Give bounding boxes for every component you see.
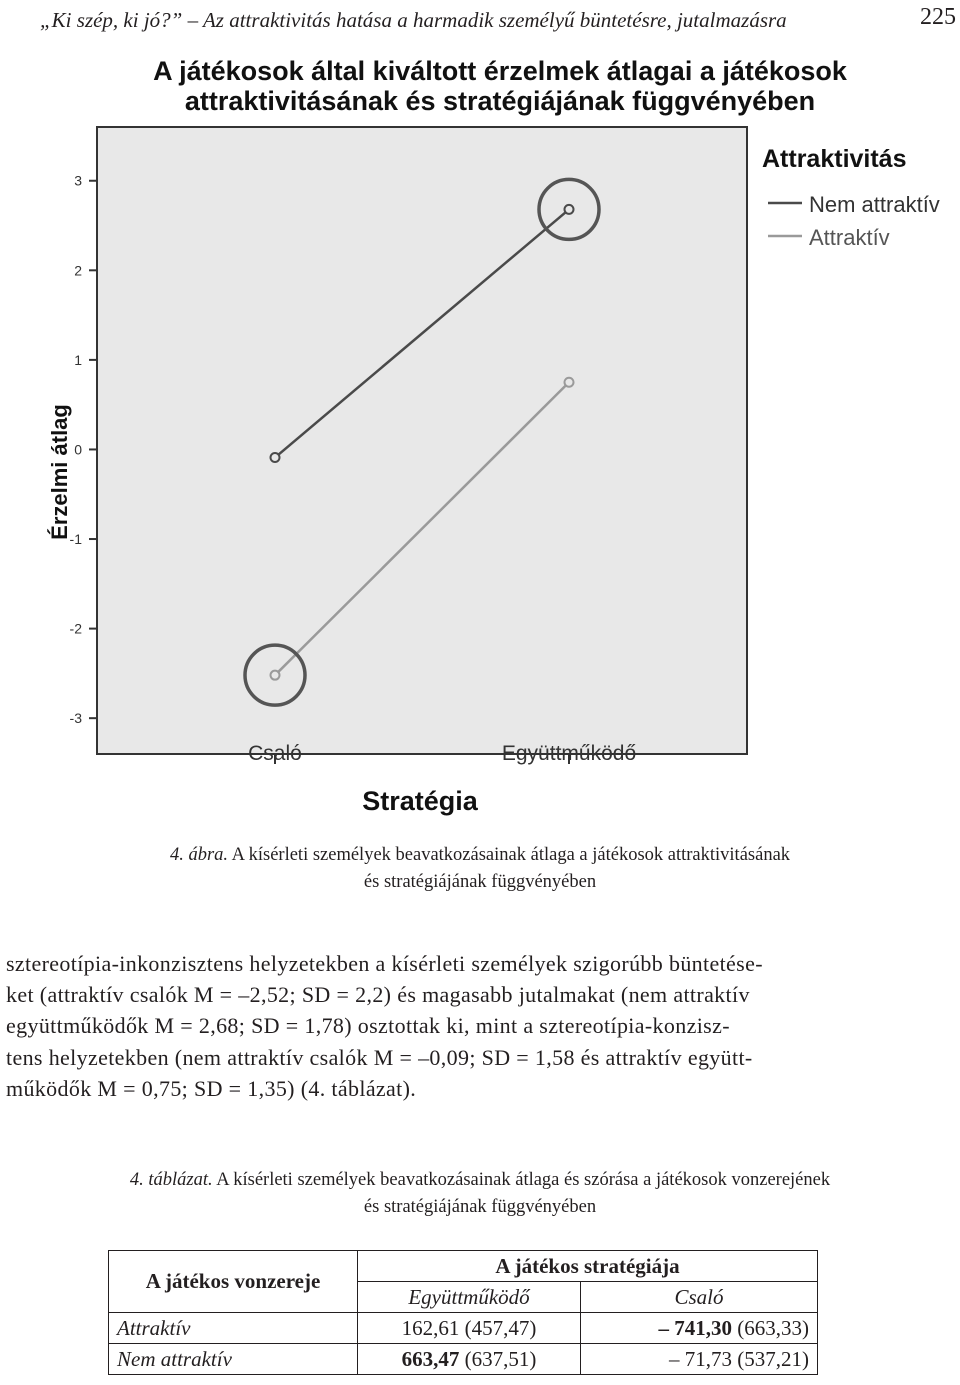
cell-sd: (663,33) — [737, 1315, 809, 1340]
table-cell — [581, 1313, 818, 1344]
legend-label-attraktiv: Attraktív — [809, 225, 890, 250]
cell-mean: – 741,30 — [658, 1315, 732, 1340]
legend — [762, 145, 940, 250]
table-cell — [358, 1344, 581, 1375]
chart-title-line1: A játékosok által kiváltott érzelmek átlagai a játékosok — [153, 56, 847, 86]
table-caption-line2: és stratégiájának függvényében — [363, 1197, 597, 1217]
figure-chart — [20, 50, 960, 830]
chart-title-line2: attraktivitásának és stratégiájának függvényében — [184, 86, 816, 116]
row-label: Nem attraktív — [109, 1344, 358, 1375]
figure-caption-line1: A kísérleti személyek beavatkozásainak átlaga a játékosok attraktivitásának — [231, 845, 791, 865]
body-line-1: sztereotípia-inkonzisztens helyzetekben a kísérleti személyek szigorúbb büntetése- — [6, 951, 763, 976]
table-row — [109, 1344, 818, 1375]
body-line-3: együttműködők M = 2,68; SD = 1,78) osztottak ki, mint a sztereotípia-konzisz- — [6, 1013, 730, 1039]
data-point — [271, 671, 280, 680]
body-line-4: tens helyzetekben (nem attraktív csalók M = –0,09; SD = 1,58 és attraktív együtt- — [6, 1044, 753, 1070]
cell-mean: – 71,73 — [669, 1346, 732, 1371]
table-caption-label: 4. táblázat. — [129, 1170, 213, 1190]
y-tick-label: 3 — [74, 172, 82, 189]
table-caption-line1: A kísérleti személyek beavatkozásainak átlaga és szórása a játékosok vonzerejének — [216, 1170, 831, 1190]
col-header-egyuttmukodo: Együttműködő — [358, 1282, 581, 1313]
page-number: 225 — [920, 4, 956, 30]
data-point — [565, 205, 574, 214]
legend-label-nem-attraktiv: Nem attraktív — [809, 192, 940, 217]
y-tick-label: -1 — [69, 531, 82, 548]
y-axis — [70, 173, 97, 726]
col-header-csalo: Csaló — [581, 1282, 818, 1313]
cell-sd: (637,51) — [464, 1346, 537, 1371]
body-paragraph — [6, 948, 956, 1104]
row-label: Attraktív — [109, 1313, 358, 1344]
y-tick-label: 0 — [74, 441, 82, 458]
x-tick-label: Csaló — [248, 742, 302, 765]
y-tick-label: 1 — [74, 351, 82, 368]
x-axis-label: Stratégia — [362, 786, 478, 816]
figure-caption-label: 4. ábra. — [169, 845, 229, 865]
table-row — [109, 1313, 818, 1344]
x-tick-label: Együttműködő — [501, 742, 637, 765]
table-cell — [581, 1344, 818, 1375]
cell-mean: 663,47 — [401, 1346, 460, 1371]
group-header-cell: A játékos stratégiája — [358, 1251, 818, 1282]
cell-sd: (537,21) — [737, 1346, 809, 1371]
legend-title: Attraktivitás — [762, 145, 907, 173]
cell-mean: 162,61 — [401, 1315, 460, 1340]
figure-caption — [20, 842, 940, 896]
table-caption — [20, 1167, 940, 1221]
figure-caption-line2: és stratégiájának függvényében — [363, 872, 597, 892]
running-title: „Ki szép, ki jó?” – Az attraktivitás hatása a harmadik személyű büntetésre, jutalmazásra — [40, 8, 787, 32]
y-tick-label: -2 — [69, 620, 82, 637]
table-cell — [358, 1313, 581, 1344]
table-header-row — [109, 1251, 818, 1282]
line-chart — [20, 50, 960, 830]
y-tick-label: -3 — [69, 710, 82, 727]
plot-area — [97, 127, 747, 754]
cell-sd: (457,47) — [464, 1315, 537, 1340]
body-line-2: ket (attraktív csalók M = –2,52; SD = 2,2) és magasabb jutalmakat (nem attraktív — [6, 982, 750, 1008]
body-line-5: működők M = 0,75; SD = 1,35) (4. táblázat). — [6, 1075, 417, 1101]
y-axis-label: Érzelmi átlag — [47, 404, 72, 540]
data-point — [565, 378, 574, 387]
data-point — [271, 453, 280, 462]
y-tick-label: 2 — [74, 262, 82, 279]
row-header-cell: A játékos vonzereje — [109, 1251, 358, 1313]
page-header — [40, 2, 960, 38]
data-table — [108, 1250, 818, 1375]
